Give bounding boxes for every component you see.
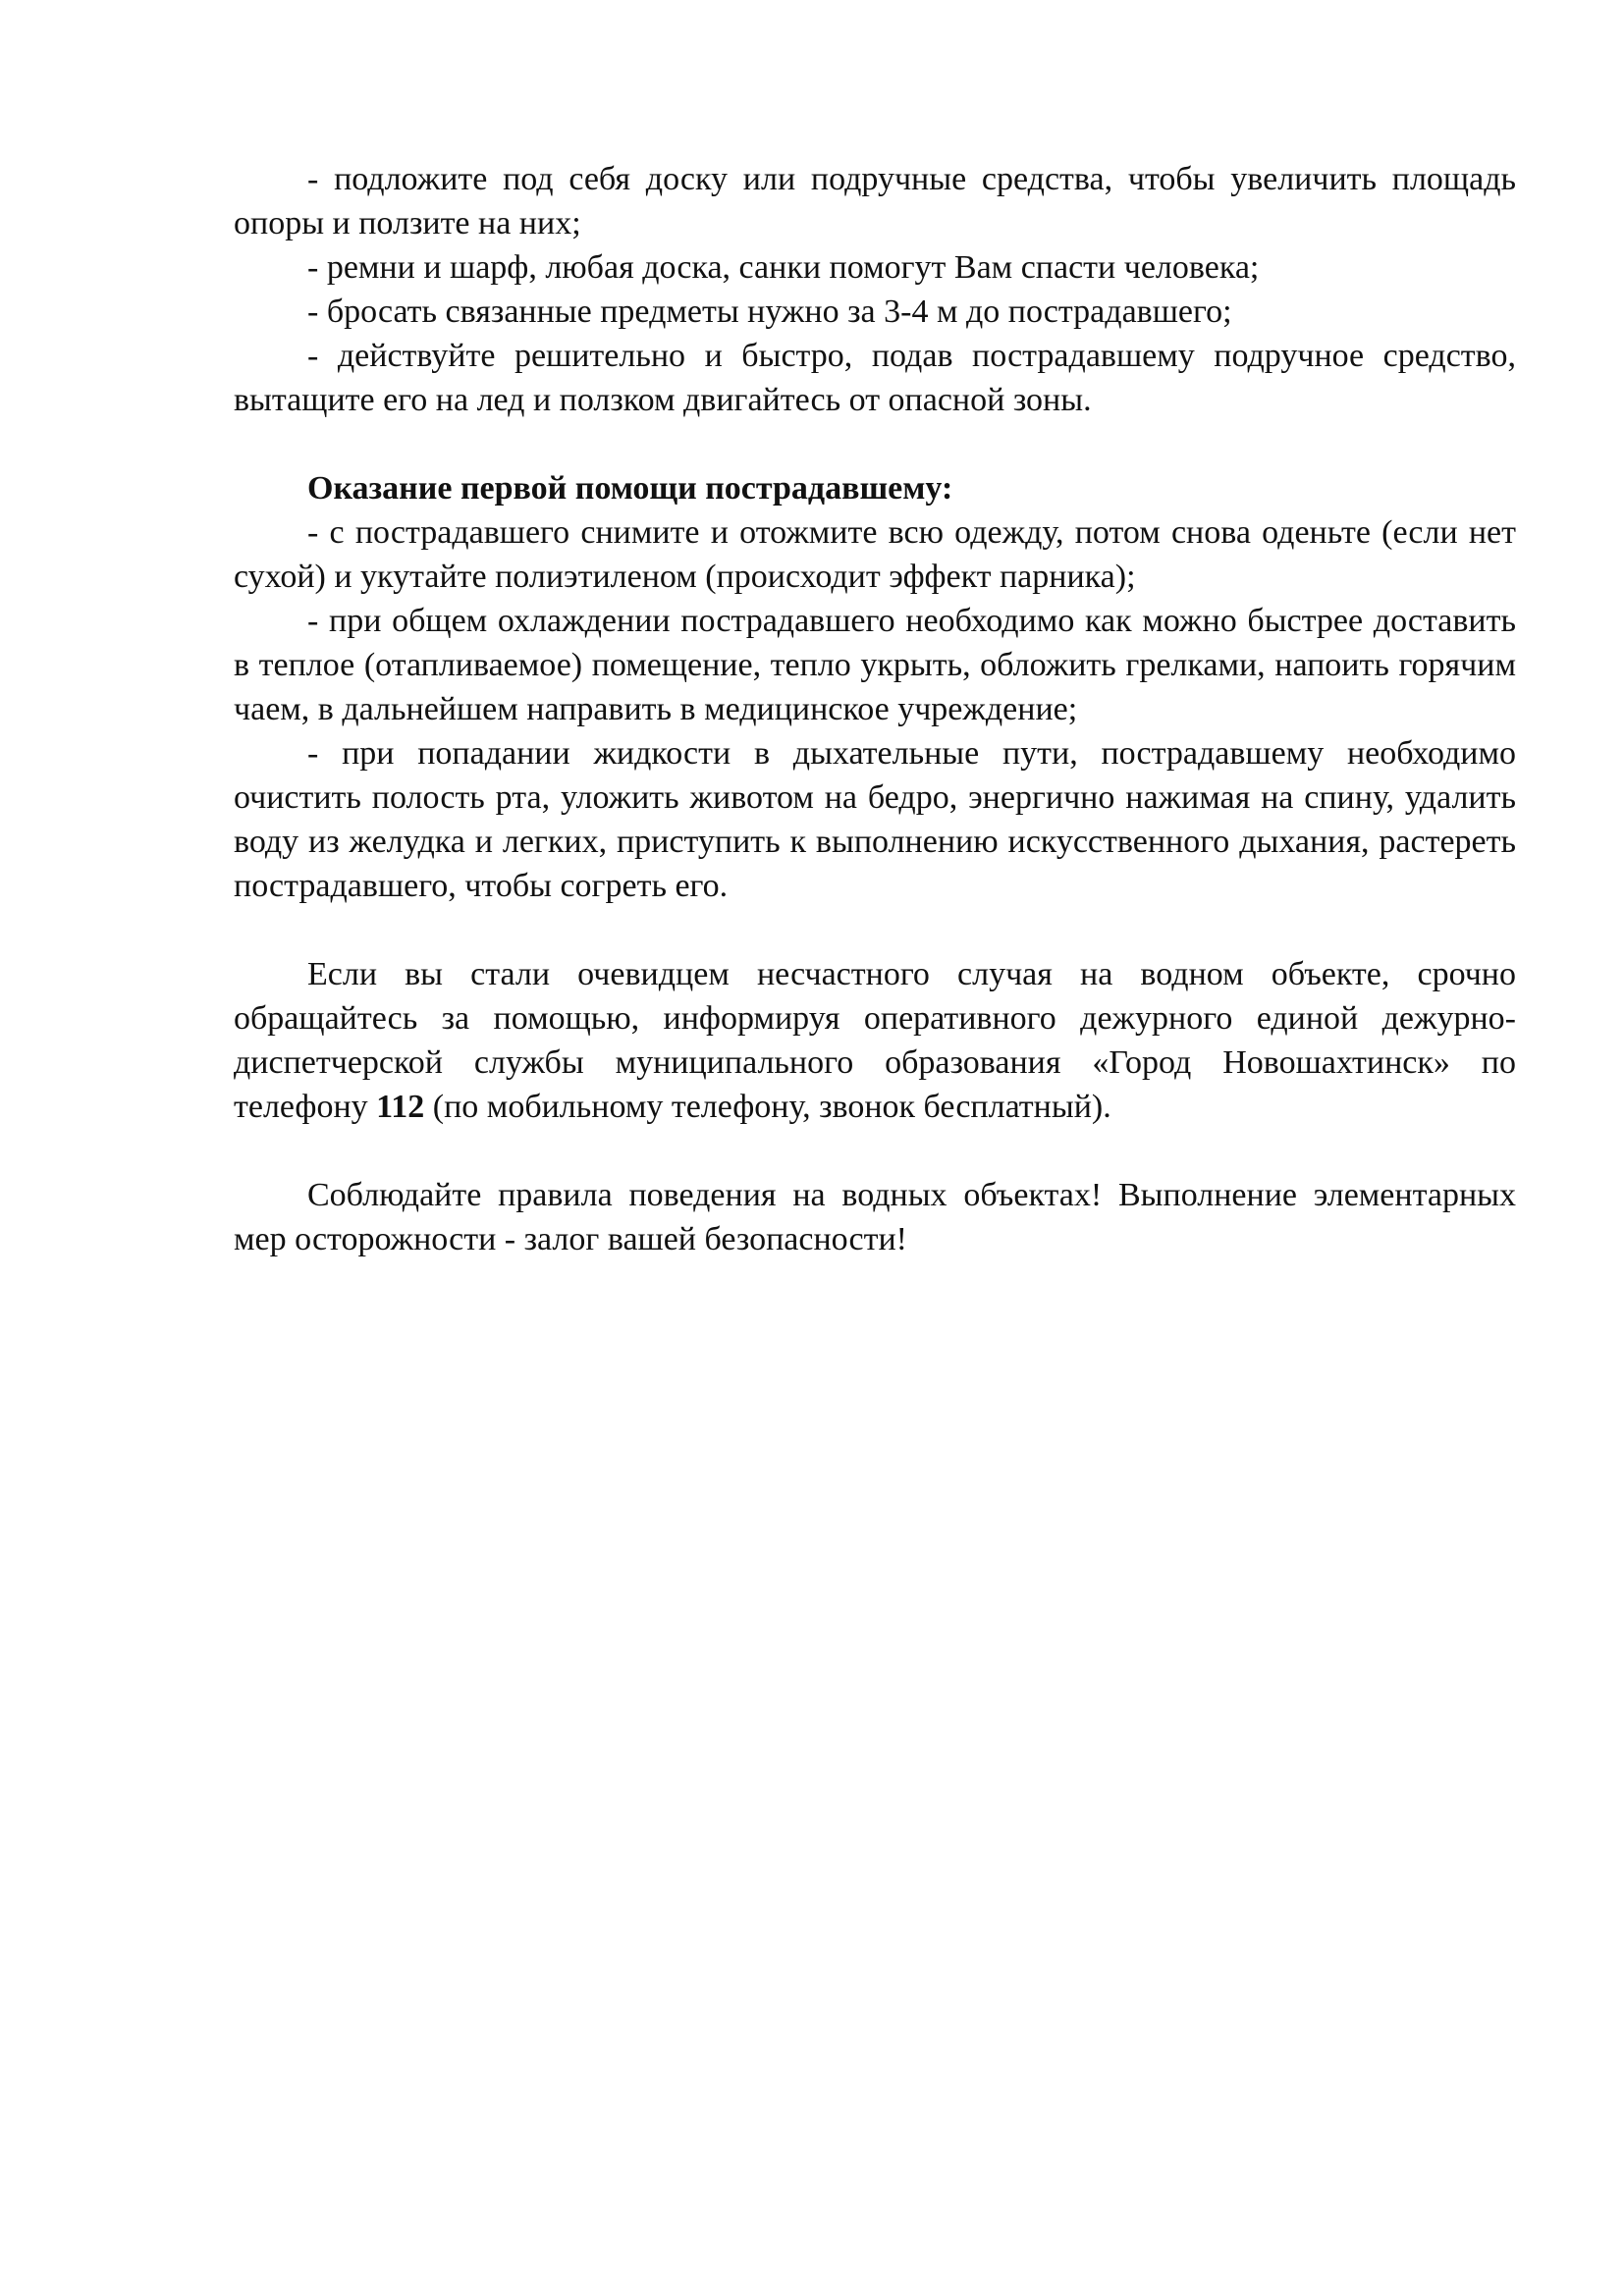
emergency-text-after: (по мобильному телефону, звонок бесплатный). xyxy=(424,1089,1111,1125)
first-aid-item-2: - при общем охлаждении пострадавшего необходимо как можно быстрее доставить в теплое (отапливаемое) помещение, тепло укрыть, обложить грелками, напоить горячим чаем, в дальнейшем направить в медицинское учреждение; xyxy=(234,603,1516,727)
rescue-item-3: - бросать связанные предметы нужно за 3-4 м до пострадавшего; xyxy=(307,294,1232,330)
first-aid-heading: Оказание первой помощи пострадавшему: xyxy=(307,470,953,507)
spacer xyxy=(234,908,1516,952)
spacer xyxy=(234,1129,1516,1173)
document-page xyxy=(234,157,1516,1261)
emergency-paragraph xyxy=(234,952,1516,1129)
closing-paragraph: Соблюдайте правила поведения на водных объектах! Выполнение элементарных мер осторожности - залог вашей безопасности! xyxy=(234,1177,1516,1257)
emergency-text-before: Если вы стали очевидцем несчастного случая на водном объекте, срочно обращайтесь за помощью, информируя оперативного дежурного единой дежурно-диспетчерской службы муниципального образования «Город Новошахтинск» по телефону xyxy=(234,956,1516,1125)
emergency-phone-number: 112 xyxy=(376,1089,425,1125)
first-aid-item-1: - с пострадавшего снимите и отожмите всю одежду, потом снова оденьте (если нет сухой) и укутайте полиэтиленом (происходит эффект парника); xyxy=(234,514,1516,595)
rescue-item-1: - подложите под себя доску или подручные средства, чтобы увеличить площадь опоры и ползите на них; xyxy=(234,161,1516,241)
rescue-item-2: - ремни и шарф, любая доска, санки помогут Вам спасти человека; xyxy=(307,249,1260,286)
rescue-item-4: - действуйте решительно и быстро, подав пострадавшему подручное средство, вытащите его на лед и ползком двигайтесь от опасной зоны. xyxy=(234,338,1516,418)
spacer xyxy=(234,422,1516,466)
first-aid-item-3: - при попадании жидкости в дыхательные пути, пострадавшему необходимо очистить полость рта, уложить животом на бедро, энергично нажимая на спину, удалить воду из желудка и легких, приступить к выполнению искусственного дыхания, растереть пострадавшего, чтобы согреть его. xyxy=(234,735,1516,904)
